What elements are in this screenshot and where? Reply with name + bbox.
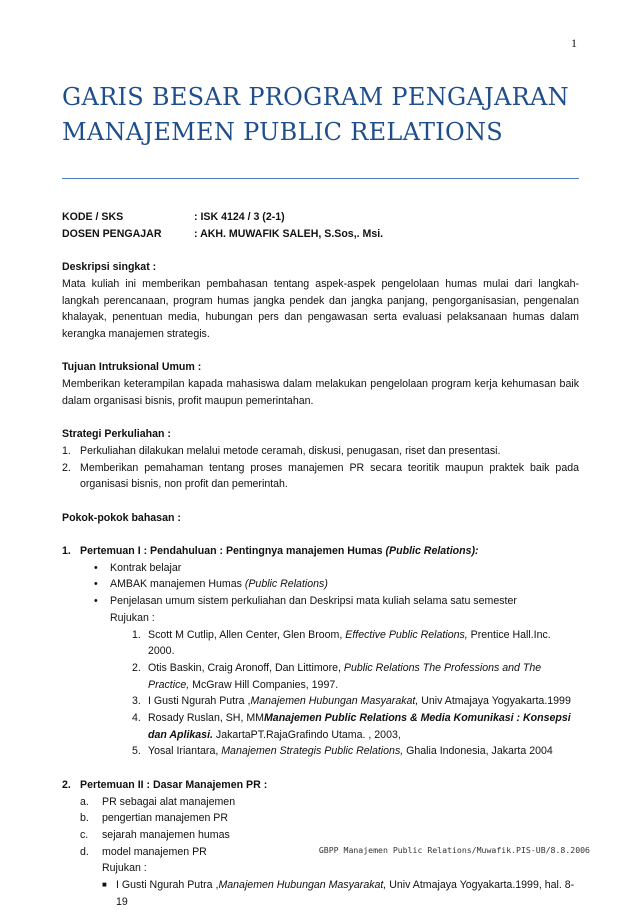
reference-publisher: Prentice Hall.Inc. 2000. bbox=[148, 628, 551, 658]
title-line-2: MANAJEMEN PUBLIC RELATIONS bbox=[62, 118, 504, 146]
topic-text: AMBAK manajemen Humas bbox=[110, 578, 245, 591]
pertemuan-1-references bbox=[110, 627, 579, 761]
pertemuan-1-title-italic: (Public Relations): bbox=[385, 544, 479, 557]
reference-author: I Gusti Ngurah Putra , bbox=[116, 879, 219, 892]
reference-item bbox=[110, 743, 579, 760]
dosen-row bbox=[62, 226, 579, 243]
strategi-item-number: 1. bbox=[62, 444, 71, 457]
reference-item bbox=[102, 877, 579, 910]
reference-item bbox=[110, 660, 579, 693]
kode-value: : ISK 4124 / 3 (2-1) bbox=[194, 211, 285, 223]
reference-author: I Gusti Ngurah Putra , bbox=[148, 695, 251, 708]
tujuan-heading: Tujuan Intruksional Umum : bbox=[62, 361, 202, 374]
item-letter: b. bbox=[80, 812, 89, 825]
pertemuan-2-title: Pertemuan II : Dasar Manajemen PR : bbox=[80, 778, 268, 791]
item-letter: c. bbox=[80, 828, 89, 841]
pertemuan-2-number: 2. bbox=[62, 778, 71, 791]
list-item bbox=[80, 827, 579, 844]
page-number: 1 bbox=[571, 36, 577, 50]
rujukan-label: Rujukan : bbox=[102, 862, 147, 875]
reference-title: Manajemen Hubungan Masyarakat, bbox=[218, 879, 387, 892]
reference-item bbox=[110, 627, 579, 660]
reference-publisher: JakartaPT.RajaGrafindo Utama. , 2003, bbox=[212, 728, 401, 741]
deskripsi-heading: Deskripsi singkat : bbox=[62, 261, 157, 274]
reference-title: Manajemen Public Relations & Media Komunikasi : Konsepsi dan Aplikasi. bbox=[148, 712, 571, 741]
reference-item bbox=[110, 693, 579, 710]
reference-title: Manajemen Hubungan Masyarakat, bbox=[250, 695, 419, 708]
square-bullet-icon: ■ bbox=[102, 880, 107, 890]
dosen-label: DOSEN PENGAJAR bbox=[62, 227, 162, 240]
reference-publisher: Ghalia Indonesia, Jakarta 2004 bbox=[403, 745, 553, 758]
dosen-value: : AKH. MUWAFIK SALEH, S.Sos,. Msi. bbox=[194, 227, 384, 240]
reference-publisher: Univ Atmajaya Yogyakarta.1999 bbox=[418, 695, 571, 708]
strategi-item-text: Memberikan pemahaman tentang proses manajemen PR secara teoritik maupun praktek baik pada organisasi bisnis, non profit dan pemerintah. bbox=[80, 461, 579, 491]
reference-author: Otis Baskin, Craig Aronoff, Dan Littimore, bbox=[148, 661, 344, 674]
item-letter: a. bbox=[80, 795, 89, 808]
reference-number: 3. bbox=[132, 695, 141, 708]
reference-number: 5. bbox=[132, 745, 141, 758]
reference-title: Effective Public Relations, bbox=[345, 628, 468, 641]
reference-title: Manajemen Strategis Public Relations, bbox=[221, 745, 404, 758]
reference-author: Rosady Ruslan, SH, MM bbox=[148, 712, 264, 725]
list-item: • AMBAK manajemen Humas (Public Relations) bbox=[94, 578, 328, 591]
topic-text: Kontrak belajar bbox=[110, 561, 182, 574]
strategi-heading: Strategi Perkuliahan : bbox=[62, 428, 171, 441]
reference-item bbox=[110, 710, 579, 743]
topic-text: PR sebagai alat manajemen bbox=[102, 795, 236, 808]
page-footer: GBPP Manajemen Public Relations/Muwafik.PIS-UB/8.8.2006 bbox=[318, 845, 590, 855]
kode-row bbox=[62, 209, 579, 226]
topic-text-italic: (Public Relations) bbox=[244, 578, 328, 591]
topic-text: sejarah manajemen humas bbox=[102, 828, 230, 841]
deskripsi-text: Mata kuliah ini memberikan pembahasan tentang aspek-aspek pengelolaan humas mulai dari langkah-langkah perencanaan, program humas jangka pendek dan jangka panjang, pengorganisasian, pengenalan khalayak, penentuan media, hubungan pers dan pengawasan serta evaluasi pelaksanaan humas dalam kerangka manajemen strategis. bbox=[62, 277, 579, 340]
strategi-item bbox=[62, 460, 579, 493]
pertemuan-1-heading bbox=[62, 543, 579, 560]
title-divider bbox=[62, 178, 579, 179]
tujuan-text: Memberikan keterampilan kapada mahasiswa dalam melakukan pengelolaan program kerja kehumasan baik dalam organisasi bisnis, profit maupun pemerintahan. bbox=[62, 378, 579, 407]
pertemuan-2-references bbox=[102, 877, 579, 910]
document-title bbox=[62, 80, 582, 150]
reference-publisher: Univ Atmajaya Yogyakarta.1999, hal. 8-19 bbox=[116, 879, 575, 908]
reference-number: 4. bbox=[132, 712, 141, 725]
list-item bbox=[80, 810, 579, 827]
reference-author: Yosal Iriantara, bbox=[148, 745, 222, 758]
list-item: • Penjelasan umum sistem perkuliahan dan Deskripsi mata kuliah selama satu semester Rujukan : 1. Scott M Cutlip, Allen Center, Glen Broom, Effective Public Relations, Prentice Hall.Inc. 2000. 2. Otis Baskin, Craig Aronoff, Dan Littimore, Public Relations The Professions and The Practice, McGraw Hill Companies, 1997. 3. I Gusti Ngurah Putra ,Manajemen Hubungan Masyarakat, Univ Atmajaya Yogyakarta.1999 4. Rosady Ruslan, SH, MMManajemen Public Relations & Media Komunikasi : Konsepsi dan Aplikasi. JakartaPT.RajaGrafindo Utama. , 2003, 5. Yosal Iriantara, Manajemen Strategis Public Relations, Ghalia Indonesia, Jakarta 2004 bbox=[88, 593, 579, 760]
reference-title: Public Relations The Professions and The Practice, bbox=[148, 661, 542, 691]
pertemuan-1-topics bbox=[88, 560, 579, 760]
pokok-heading: Pokok-pokok bahasan : bbox=[62, 511, 181, 524]
topic-text: pengertian manajemen PR bbox=[102, 812, 229, 825]
topic-text: model manajemen PR bbox=[102, 845, 207, 858]
item-letter: d. bbox=[80, 845, 89, 858]
reference-publisher: McGraw Hill Companies, 1997. bbox=[189, 678, 339, 691]
title-line-1: GARIS BESAR PROGRAM PENGAJARAN bbox=[62, 83, 569, 111]
document-body bbox=[62, 209, 579, 910]
strategi-item-number: 2. bbox=[62, 461, 71, 474]
list-item bbox=[80, 794, 579, 811]
reference-number: 1. bbox=[132, 628, 141, 641]
pertemuan-1-title: Pertemuan I : Pendahuluan : Pentingnya manajemen Humas bbox=[80, 544, 386, 557]
topic-text: Penjelasan umum sistem perkuliahan dan Deskripsi mata kuliah selama satu semester bbox=[110, 595, 517, 608]
pertemuan-1-number: 1. bbox=[62, 544, 71, 557]
pertemuan-2-heading bbox=[62, 777, 579, 794]
strategi-item-text: Perkuliahan dilakukan melalui metode ceramah, diskusi, penugasan, riset dan presentasi. bbox=[80, 444, 501, 457]
strategi-item bbox=[62, 443, 579, 460]
reference-number: 2. bbox=[132, 661, 141, 674]
rujukan-label: Rujukan : bbox=[110, 611, 155, 624]
reference-author: Scott M Cutlip, Allen Center, Glen Broom, bbox=[148, 628, 346, 641]
list-item: • Kontrak belajar bbox=[94, 561, 182, 574]
kode-label: KODE / SKS bbox=[62, 211, 124, 223]
